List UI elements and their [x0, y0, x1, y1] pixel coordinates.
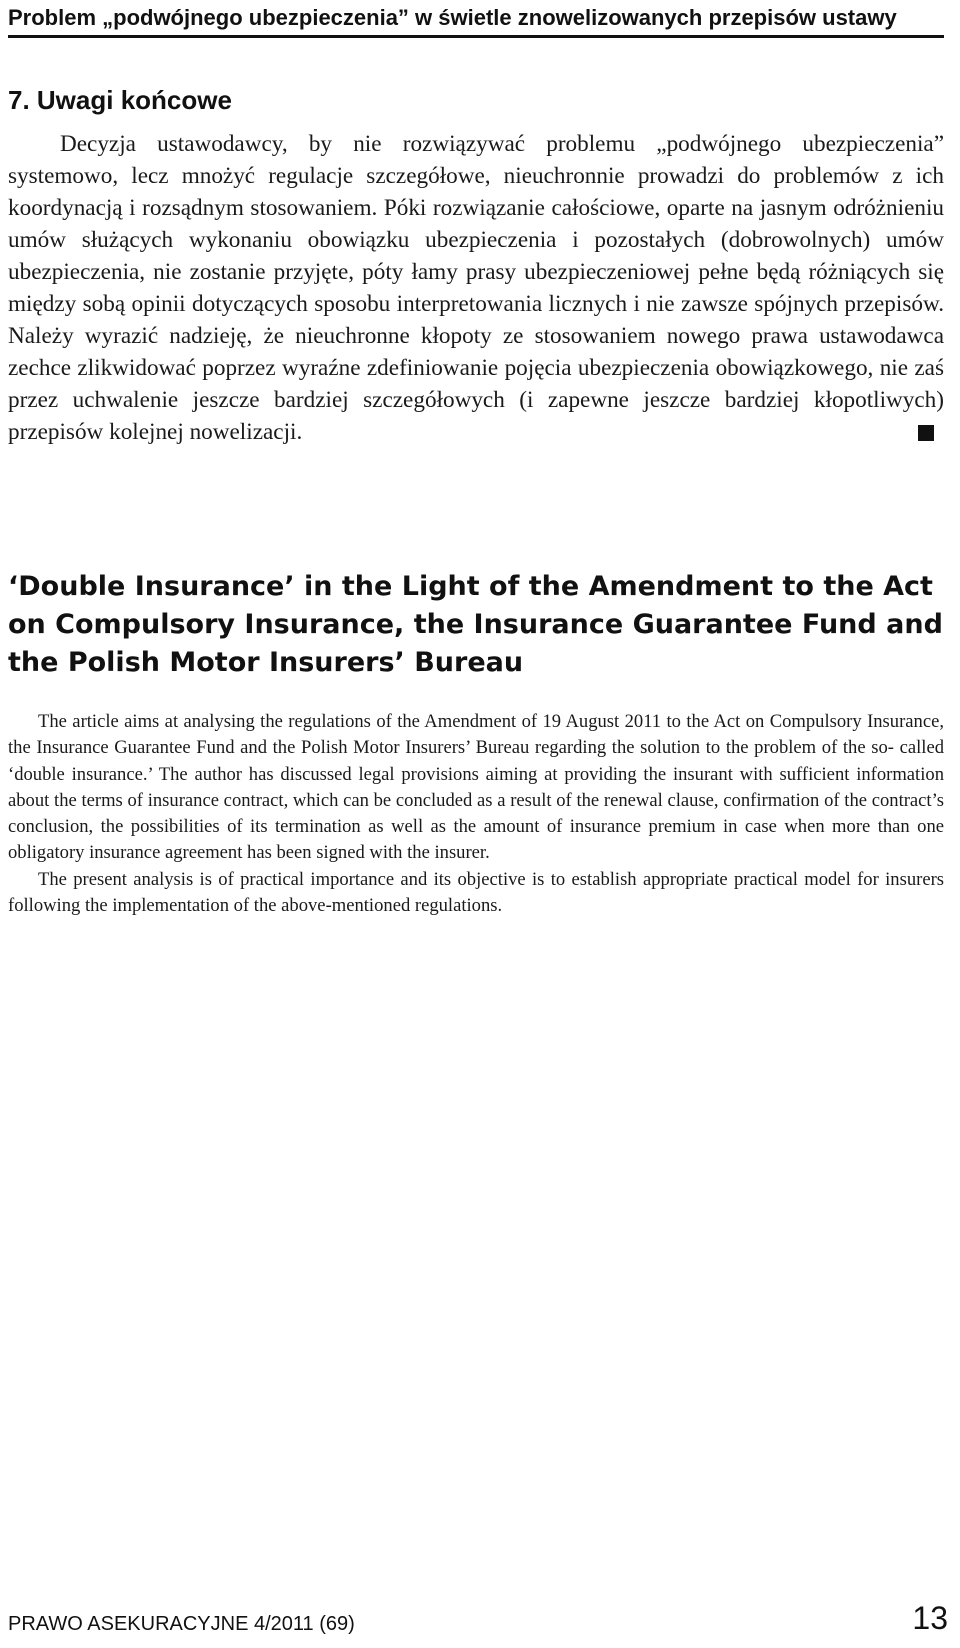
footer-journal-name: PRAWO ASEKURACYJNE 4/2011 (69)	[8, 1613, 355, 1635]
english-abstract	[8, 709, 944, 919]
english-title: ‘Double Insurance’ in the Light of the Amendment to the Act on Compulsory Insurance, the Insurance Guarantee Fund and the Polish Motor Insurers’ Bureau	[8, 571, 943, 678]
abstract-paragraph-1: The article aims at analysing the regulations of the Amendment of 19 August 2011 to the Act on Compulsory Insurance, the Insurance Guarantee Fund and the Polish Motor Insurers’ Bureau regarding the solution to the problem of the so- called ‘double insurance.’ The author has discussed legal provisions aiming at providing the insurant with sufficient information about the terms of insurance contract, which can be concluded as a result of the renewal clause, confirmation of the contract’s conclusion, the possibilities of its termination as well as the amount of insurance premium in case when more than one obligatory insurance agreement has been signed with the insurer.	[8, 711, 944, 864]
section-body	[8, 128, 944, 448]
body-paragraph	[8, 128, 944, 448]
body-paragraph-text: Decyzja ustawodawcy, by nie rozwiązywać problemu „podwójnego ubezpieczenia” systemowo, lecz mnożyć regulacje szczegółowe, nieuchronnie prowadzi do problemów z ich koordynacją i rozsądnym stosowaniem. Póki rozwiązanie całościowe, oparte na jasnym odróżnieniu umów służących wykonaniu obowiązku ubezpieczenia i pozostałych (dobrowolnych) umów ubezpieczenia, nie zostanie przyjęte, póty łamy prasy ubezpieczeniowej pełne będą różniących się między sobą opinii dotyczących sposobu interpretowania licznych i nie zawsze spójnych przepisów. Należy wyrazić nadzieję, że nieuchronne kłopoty ze stosowaniem nowego prawa ustawodawca zechce zlikwidować poprzez wyraźne zdefiniowanie pojęcia ubezpieczenia obowiązkowego, nie zaś przez uchwalenie jeszcze bardziej szczegółowych (i zapewne jeszcze bardziej kłopotliwych) przepisów kolejnej nowelizacji.	[8, 131, 944, 445]
running-header: Problem „podwójnego ubezpieczenia” w świetle znowelizowanych przepisów ustawy	[8, 5, 897, 30]
abstract-paragraph-2: The present analysis is of practical importance and its objective is to establish appropriate practical model for insurers following the implementation of the above-mentioned regulations.	[8, 868, 944, 917]
page-number: 13	[912, 1600, 948, 1636]
header-rule	[8, 35, 944, 38]
end-of-article-mark-icon	[918, 425, 934, 441]
section-heading: 7. Uwagi końcowe	[8, 85, 232, 115]
